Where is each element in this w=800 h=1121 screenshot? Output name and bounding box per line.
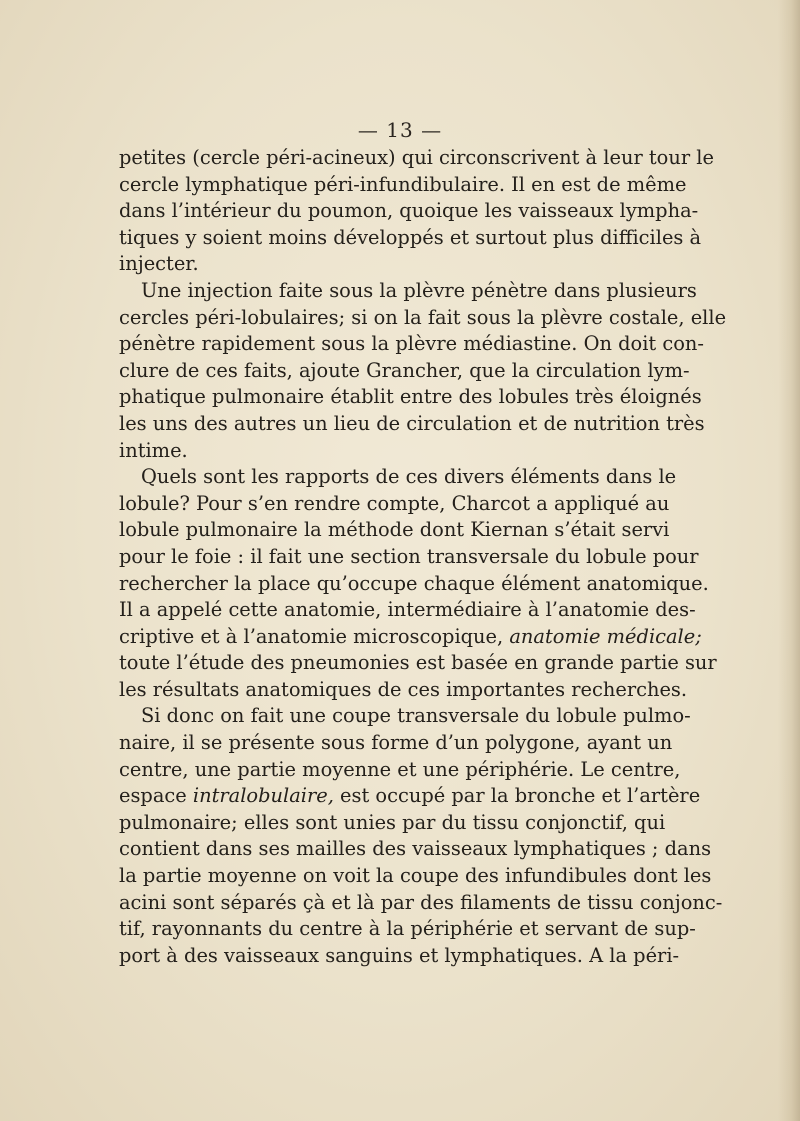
page-number: — 13 —	[357, 118, 443, 142]
line-start-text: criptive et à l’anatomie microscopique,	[119, 624, 504, 648]
text-line: injecter.	[119, 252, 199, 276]
text-line: pénètre rapidement sous la plèvre médiastine. On doit con-	[119, 332, 704, 356]
text-line: cercle lymphatique péri-infundibulaire. Il en est de même	[119, 172, 687, 196]
paragraph-start-line: Quels sont les rapports de ces divers éléments dans le	[141, 465, 677, 489]
text-line: petites (cercle péri-acineux) qui circonscrivent à leur tour le	[119, 146, 714, 169]
text-line: contient dans ses mailles des vaisseaux lymphatiques ; dans	[119, 837, 712, 861]
text-line: les résultats anatomiques de ces importantes recherches.	[119, 677, 688, 701]
text-line: clure de ces faits, ajoute Grancher, que la circulation lym-	[119, 358, 690, 382]
text-line: phatique pulmonaire établit entre des lobules très éloignés	[119, 385, 702, 409]
text-line: port à des vaisseaux sanguins et lymphatiques. A la péri-	[119, 943, 680, 967]
text-line: rechercher la place qu’occupe chaque élément anatomique.	[119, 571, 709, 595]
text-line: naire, il se présente sous forme d’un polygone, ayant un	[119, 731, 673, 755]
paragraph-start-line: Si donc on fait une coupe transversale du lobule pulmo-	[141, 704, 691, 728]
text-line: pour le foie : il fait une section transversale du lobule pour	[119, 544, 699, 568]
line-start-text: espace	[119, 784, 187, 808]
text-line-with-italic	[119, 783, 701, 810]
text-line: Il a appelé cette anatomie, intermédiaire à l’anatomie des-	[119, 598, 696, 622]
body-text	[119, 145, 727, 969]
text-line: centre, une partie moyenne et une périphérie. Le centre,	[119, 757, 681, 781]
page-edge-shadow	[778, 0, 800, 1121]
text-line: pulmonaire; elles sont unies par du tissu conjonctif, qui	[119, 810, 666, 834]
italic-term: intralobulaire,	[192, 784, 334, 808]
text-line: intime.	[119, 438, 188, 462]
line-end-text: est occupé par la bronche et l’artère	[333, 784, 701, 808]
text-line: cercles péri-lobulaires; si on la fait sous la plèvre costale, elle	[119, 305, 727, 329]
text-line: tiques y soient moins développés et surtout plus difficiles à	[119, 225, 702, 249]
text-line: dans l’intérieur du poumon, quoique les vaisseaux lympha-	[119, 199, 699, 223]
text-line: la partie moyenne on voit la coupe des infundibules dont les	[119, 864, 712, 888]
paragraph-start-line: Une injection faite sous la plèvre pénètre dans plusieurs	[141, 278, 697, 302]
text-line: tif, rayonnants du centre à la périphérie et servant de sup-	[119, 917, 696, 941]
text-line-with-italic	[119, 624, 702, 651]
text-line: toute l’étude des pneumonies est basée en grande partie sur	[119, 651, 717, 675]
text-line: acini sont séparés çà et là par des filaments de tissu conjonc-	[119, 890, 723, 914]
text-line: lobule pulmonaire la méthode dont Kiernan s’était servi	[119, 518, 670, 542]
text-line: les uns des autres un lieu de circulation et de nutrition très	[119, 411, 705, 435]
italic-term: anatomie médicale;	[509, 624, 702, 648]
text-line: lobule? Pour s’en rendre compte, Charcot a appliqué au	[119, 491, 670, 515]
